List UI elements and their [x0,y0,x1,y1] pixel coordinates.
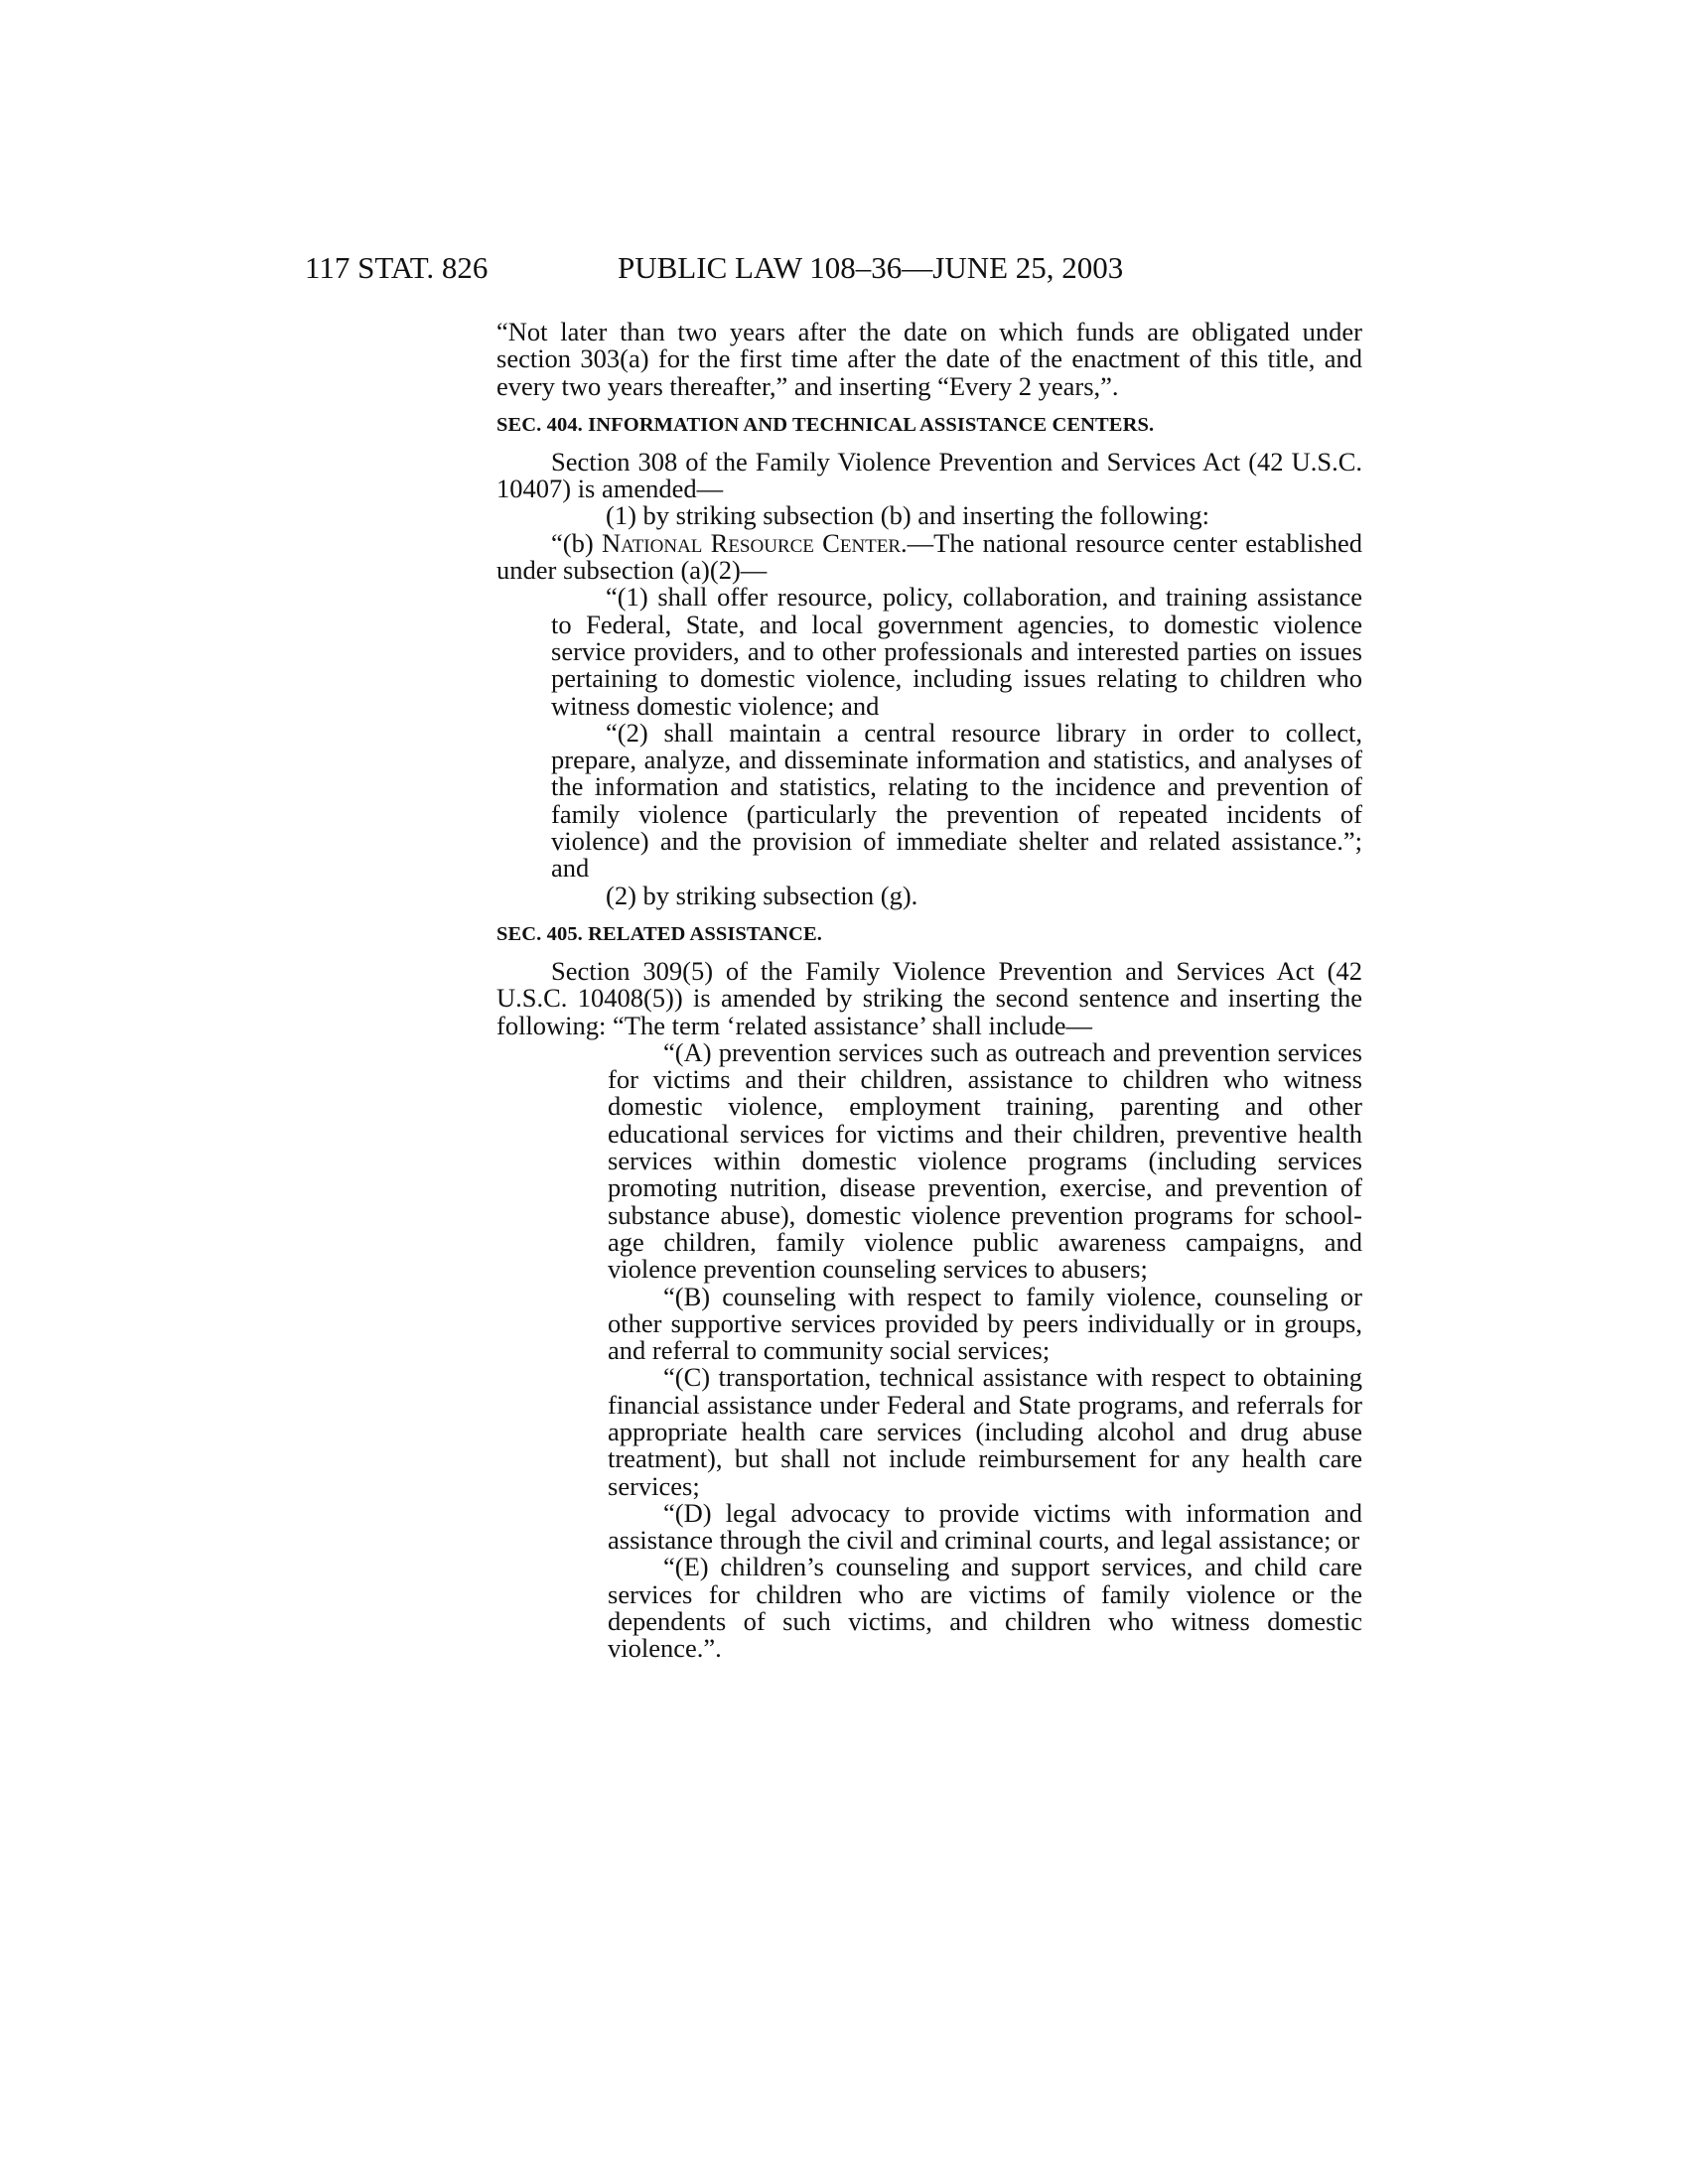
sec-404-heading: SEC. 404. INFORMATION AND TECHNICAL ASSISTANCE CENTERS. [496,413,1155,436]
sec-405-heading: SEC. 405. RELATED ASSISTANCE. [496,922,822,945]
public-law-title: PUBLIC LAW 108–36—JUNE 25, 2003 [618,250,1124,285]
subsection-b-heading: National Resource Center [601,527,902,558]
page-header [0,248,1688,288]
sec-404-subsection-b [496,527,1362,586]
statute-page-number: 117 STAT. 826 [305,250,489,285]
sec-405-intro: Section 309(5) of the Family Violence Prevention and Services Act (42 U.S.C. 10408(5)) is amended by striking the second sentence and inserting the following: “The term ‘related assistance’ shall include— [496,955,1362,1040]
sec-404-clause-1: “(1) shall offer resource, policy, collaboration, and training assistance to Federal, State, and local government agencies, to domestic violence service providers, and to other professionals and interested parties on issues pertaining to domestic violence, including issues relating to children who witness domestic violence; and [551,582,1362,721]
subsection-b-text: .—The national resource center established under subsection (a)(2)— [496,527,1362,586]
sec-405-paragraph-a: “(A) prevention services such as outreach and prevention services for victims and their children, assistance to children who witness domestic violence, employment training, parenting and other educational services for victims and their children, preventive health services within domestic violence programs (including services promoting nutrition, disease prevention, exercise, and prevention of substance abuse), domestic violence prevention programs for school-age children, family violence public awareness campaigns, and violence prevention counseling services to abusers; [608,1036,1362,1285]
sec-404-item-2: (2) by striking subsection (g). [606,880,918,910]
sec-405-paragraph-b: “(B) counseling with respect to family violence, counseling or other supportive services provided by peers individually or in groups, and referral to community social services; [608,1281,1362,1366]
sec-405-paragraph-d: “(D) legal advocacy to provide victims with information and assistance through the civil and criminal courts, and legal assistance; or [608,1497,1362,1556]
sec-404-clause-2: “(2) shall maintain a central resource library in order to collect, prepare, analyze, and disseminate information and statistics, and analyses of the information and statistics, relating to the incidence and prevention of family violence (particularly the prevention of repeated incidents of violence) and the provision of immediate shelter and related assistance.”; and [551,717,1362,884]
sec-405-paragraph-c: “(C) transportation, technical assistance with respect to obtaining financial assistance under Federal and State programs, and referrals for appropriate health care services (including alcohol and drug abuse treatment), but shall not include reimbursement for any health care services; [608,1362,1362,1501]
sec-404-clauses [496,584,1362,882]
sec-405-paragraphs [496,1036,1362,1664]
sec-405-paragraph-e: “(E) children’s counseling and support services, and child care services for children who are victims of family violence or the dependents of such victims, and children who witness domestic violence.”. [608,1552,1362,1664]
sec-404-item-1: (1) by striking subsection (b) and inserting the following: [606,500,1209,531]
document-body [496,319,1362,1663]
sec-404-intro: Section 308 of the Family Violence Prevention and Services Act (42 U.S.C. 10407) is amended— [496,446,1362,504]
intro-paragraph: “Not later than two years after the date on which funds are obligated under section 303(a) for the first time after the date of the enactment of this title, and every two years thereafter,” and inserting “Every 2 years,”. [496,317,1362,401]
subsection-b-prefix: “(b) [551,527,602,558]
